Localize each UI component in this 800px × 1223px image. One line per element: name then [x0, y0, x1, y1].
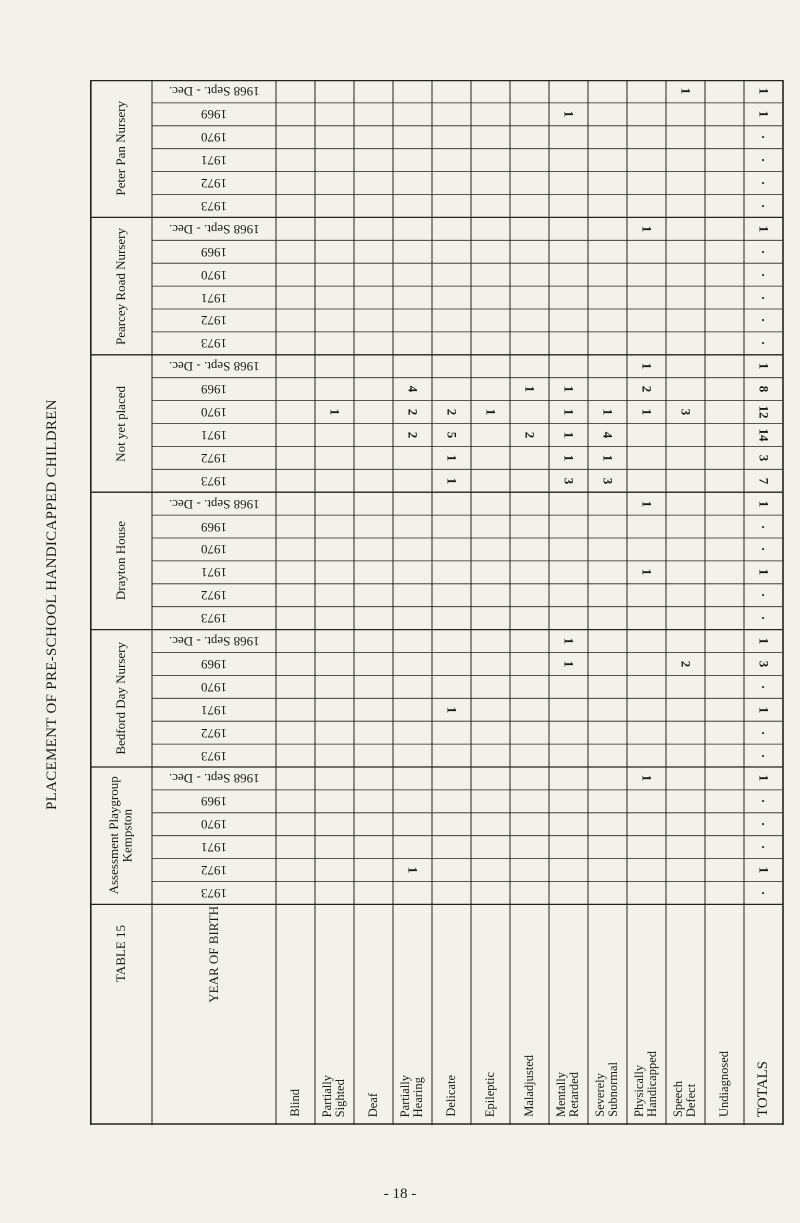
year-label: 1971	[201, 702, 227, 718]
table-cell	[744, 859, 783, 882]
group-header	[90, 767, 152, 904]
year-cell	[152, 263, 276, 286]
column-header	[432, 904, 471, 1125]
table-cell	[744, 538, 783, 561]
table-cell	[744, 767, 783, 790]
year-label: 1972	[201, 725, 227, 741]
year-cell	[152, 630, 276, 653]
cell-value: 1	[756, 362, 772, 370]
year-label: 1968 Sept. - Dec.	[168, 359, 260, 375]
table-cell	[744, 721, 783, 744]
column-header-text: Maladjusted	[521, 1055, 536, 1117]
cell-value: ·	[756, 180, 772, 186]
table-cell	[549, 446, 588, 469]
column-header-text: TOTALS	[754, 1060, 771, 1117]
table-cell	[432, 424, 471, 447]
table-cell	[744, 80, 783, 103]
year-label: 1969	[201, 382, 227, 398]
cell-value: ·	[756, 547, 772, 552]
year-label: 1972	[201, 863, 227, 879]
table-cell	[744, 836, 783, 859]
table-cell	[588, 469, 627, 492]
group-name: Bedford Day Nursery	[113, 641, 129, 755]
year-cell	[152, 217, 276, 240]
cell-value: 2	[639, 385, 655, 393]
year-cell	[152, 675, 276, 698]
cell-value: 8	[756, 385, 772, 393]
year-cell	[152, 309, 276, 332]
year-label: 1970	[201, 130, 227, 146]
table-cell	[627, 492, 666, 515]
table-cell	[588, 446, 627, 469]
group-name: Assessment Playgroup Kempston	[106, 776, 135, 895]
table-cell	[744, 149, 783, 172]
page-title: PLACEMENT OF PRE-SCHOOL HANDICAPPED CHILDREN	[44, 399, 60, 811]
cell-value: 1	[483, 408, 499, 416]
year-label: 1969	[201, 794, 227, 810]
cell-value: 1	[405, 866, 421, 874]
table-cell	[549, 469, 588, 492]
year-label: 1970	[201, 679, 227, 695]
group-name: Not yet placed	[113, 385, 129, 462]
year-cell	[152, 767, 276, 790]
cell-value: ·	[756, 203, 772, 209]
column-header	[471, 904, 510, 1125]
table-cell	[744, 882, 783, 905]
cell-value: ·	[756, 524, 772, 529]
group-header	[90, 355, 152, 492]
year-cell	[152, 424, 276, 447]
cell-value: 1	[561, 111, 577, 118]
cell-value: 1	[444, 454, 460, 462]
cell-value: 1	[639, 569, 655, 576]
cell-value: 1	[600, 408, 616, 416]
cell-value: 1	[756, 706, 772, 713]
table-cell	[627, 355, 666, 378]
cell-value: 1	[561, 454, 577, 462]
cell-value: 1	[444, 477, 460, 484]
table-cell	[744, 607, 783, 630]
cell-value: 1	[756, 111, 772, 118]
year-label: 1973	[201, 336, 227, 352]
year-cell	[152, 446, 276, 469]
table-cell	[666, 653, 705, 676]
year-cell	[152, 561, 276, 584]
year-cell	[152, 698, 276, 721]
year-label: 1968 Sept. - Dec.	[168, 634, 260, 650]
cell-value: ·	[756, 753, 772, 758]
cell-value: 3	[678, 408, 694, 416]
table-cell	[432, 446, 471, 469]
group-name: Drayton House	[113, 521, 129, 601]
column-header	[276, 904, 315, 1125]
year-cell	[152, 172, 276, 195]
year-cell	[152, 332, 276, 355]
year-of-birth-header	[152, 904, 276, 1003]
table-cell	[744, 698, 783, 721]
table-cell	[588, 401, 627, 424]
year-cell	[152, 286, 276, 309]
year-cell	[152, 859, 276, 882]
year-cell	[152, 240, 276, 263]
year-cell	[152, 653, 276, 676]
group-name: Peter Pan Nursery	[113, 101, 129, 196]
table-cell	[549, 103, 588, 126]
table-cell	[744, 744, 783, 767]
table-cell	[744, 469, 783, 492]
column-header	[705, 904, 744, 1125]
group-header	[90, 630, 152, 767]
year-label: 1970	[201, 405, 227, 421]
cell-value: 1	[639, 225, 655, 233]
year-cell	[152, 103, 276, 126]
year-label: 1969	[201, 519, 227, 535]
year-cell	[152, 813, 276, 836]
cell-value: 1	[522, 385, 538, 393]
column-header	[315, 904, 354, 1125]
table-cell	[744, 561, 783, 584]
cell-value: ·	[756, 822, 772, 827]
column-header-text: Partially Hearing	[398, 1074, 426, 1117]
cell-value: 1	[561, 385, 577, 393]
column-header-text: Physically Handicapped	[632, 1051, 660, 1117]
year-label: 1972	[201, 450, 227, 466]
cell-value: 2	[678, 660, 694, 668]
cell-value: 1	[756, 637, 772, 645]
table-cell	[432, 469, 471, 492]
cell-value: 5	[444, 431, 460, 439]
cell-value: 3	[756, 454, 772, 462]
table-cell	[744, 355, 783, 378]
year-cell	[152, 401, 276, 424]
year-label: 1970	[201, 267, 227, 283]
cell-value: 1	[561, 431, 577, 439]
table-cell	[510, 424, 549, 447]
cell-value: 1	[756, 225, 772, 233]
column-header	[627, 904, 666, 1125]
table-cell	[588, 424, 627, 447]
cell-value: ·	[756, 615, 772, 621]
year-cell	[152, 836, 276, 859]
table-cell	[744, 790, 783, 813]
year-cell	[152, 607, 276, 630]
year-cell	[152, 492, 276, 515]
table-cell	[744, 172, 783, 195]
year-cell	[152, 515, 276, 538]
column-header	[744, 904, 783, 1125]
cell-value: 1	[327, 408, 343, 416]
column-header-text: Undiagnosed	[716, 1051, 731, 1117]
year-label: 1973	[201, 611, 227, 627]
table-cell	[744, 286, 783, 309]
year-label: 1973	[201, 473, 227, 489]
cell-value: 12	[756, 405, 772, 419]
year-label: 1971	[201, 840, 227, 856]
cell-value: 2	[405, 408, 421, 416]
group-header	[90, 492, 152, 629]
table-cell	[744, 813, 783, 836]
table-cell	[627, 378, 666, 401]
column-header-text: Severely Subnormal	[593, 1062, 621, 1117]
year-label: 1968 Sept. - Dec.	[168, 771, 260, 787]
table-cell	[549, 653, 588, 676]
table-cell	[549, 630, 588, 653]
table-cell	[432, 401, 471, 424]
cell-value: 1	[756, 500, 772, 507]
column-header	[588, 904, 627, 1125]
year-label: 1968 Sept. - Dec.	[168, 221, 260, 237]
table-cell	[744, 630, 783, 653]
cell-value: 1	[600, 454, 616, 462]
year-label: 1969	[201, 244, 227, 260]
cell-value: 3	[561, 477, 577, 484]
cell-value: ·	[756, 135, 772, 140]
table-cell	[744, 126, 783, 149]
year-cell	[152, 195, 276, 218]
table-label	[90, 904, 152, 1003]
cell-value: ·	[756, 157, 772, 163]
cell-value: 4	[405, 385, 421, 393]
cell-value: ·	[756, 249, 772, 254]
cell-value: 1	[561, 637, 577, 645]
year-cell	[152, 882, 276, 905]
table-cell	[432, 698, 471, 721]
year-label: 1968 Sept. - Dec.	[168, 84, 260, 100]
column-header	[549, 904, 588, 1125]
column-header	[354, 904, 393, 1125]
column-header-text: Delicate	[443, 1075, 458, 1117]
column-header	[393, 904, 432, 1125]
table-cell	[744, 103, 783, 126]
table-cell	[744, 378, 783, 401]
cell-value: ·	[756, 318, 772, 323]
table-cell	[666, 80, 705, 103]
cell-value: 1	[678, 88, 694, 95]
table-cell	[744, 332, 783, 355]
cell-value: 1	[756, 866, 772, 874]
table-cell	[744, 424, 783, 447]
table-cell	[744, 515, 783, 538]
table-cell	[393, 378, 432, 401]
table-cell	[393, 424, 432, 447]
cell-value: 1	[756, 88, 772, 95]
table-cell	[549, 424, 588, 447]
cell-value: 2	[405, 431, 421, 439]
year-cell	[152, 538, 276, 561]
column-header-text: Partially Sighted	[320, 1074, 348, 1117]
table-cell	[744, 217, 783, 240]
cell-value: 7	[756, 477, 772, 484]
cell-value: 1	[756, 569, 772, 576]
cell-value: ·	[756, 295, 772, 300]
table-cell	[744, 492, 783, 515]
table-cell	[744, 401, 783, 424]
table-cell	[549, 401, 588, 424]
year-label: 1970	[201, 817, 227, 833]
table-cell	[549, 378, 588, 401]
table-cell	[744, 240, 783, 263]
cell-value: 3	[756, 660, 772, 668]
page-number: - 18 -	[383, 1186, 417, 1202]
cell-value: 1	[639, 362, 655, 370]
table-cell	[627, 217, 666, 240]
cell-value: 1	[639, 500, 655, 507]
table-cell	[510, 378, 549, 401]
placement-table	[90, 80, 790, 1125]
cell-value: ·	[756, 730, 772, 735]
table-cell	[744, 195, 783, 218]
year-cell	[152, 721, 276, 744]
year-of-birth-header-text: YEAR OF BIRTH	[206, 905, 222, 1003]
cell-value: 1	[639, 408, 655, 416]
column-header-text: Blind	[287, 1089, 302, 1117]
year-label: 1971	[201, 153, 227, 169]
year-cell	[152, 469, 276, 492]
cell-value: 2	[444, 408, 460, 416]
column-header	[666, 904, 705, 1125]
year-label: 1968 Sept. - Dec.	[168, 496, 260, 512]
year-cell	[152, 355, 276, 378]
column-header-text: Deaf	[365, 1092, 380, 1117]
table-cell	[393, 401, 432, 424]
table-cell	[744, 584, 783, 607]
table-cell	[627, 401, 666, 424]
cell-value: 1	[639, 775, 655, 782]
table-cell	[471, 401, 510, 424]
table-cell	[744, 263, 783, 286]
year-label: 1971	[201, 290, 227, 306]
year-label: 1969	[201, 107, 227, 123]
column-header	[510, 904, 549, 1125]
cell-value: 3	[600, 477, 616, 484]
year-cell	[152, 80, 276, 103]
cell-value: ·	[756, 799, 772, 804]
table-cell	[744, 309, 783, 332]
cell-value: 14	[756, 428, 772, 442]
cell-value: 4	[600, 431, 616, 439]
column-header-text: Mentally Retarded	[554, 1071, 582, 1117]
cell-value: ·	[756, 272, 772, 277]
group-header	[90, 217, 152, 354]
year-label: 1970	[201, 542, 227, 558]
year-label: 1969	[201, 656, 227, 672]
column-header-text: Speech Defect	[671, 1080, 699, 1117]
group-header	[90, 80, 152, 217]
year-cell	[152, 126, 276, 149]
year-cell	[152, 584, 276, 607]
cell-value: ·	[756, 593, 772, 598]
cell-value: 1	[756, 775, 772, 782]
cell-value: ·	[756, 684, 772, 689]
table-cell	[744, 446, 783, 469]
year-label: 1972	[201, 313, 227, 329]
cell-value: ·	[756, 844, 772, 850]
year-cell	[152, 378, 276, 401]
year-label: 1971	[201, 427, 227, 443]
year-cell	[152, 149, 276, 172]
column-header-text: Epileptic	[482, 1071, 497, 1117]
cell-value: 1	[561, 408, 577, 416]
year-label: 1973	[201, 885, 227, 901]
table-cell	[627, 561, 666, 584]
year-cell	[152, 790, 276, 813]
cell-value: ·	[756, 341, 772, 346]
table-cell	[627, 767, 666, 790]
cell-value: 1	[561, 660, 577, 668]
year-label: 1971	[201, 565, 227, 581]
year-label: 1973	[201, 748, 227, 764]
cell-value: 2	[522, 431, 538, 439]
year-label: 1972	[201, 176, 227, 192]
cell-value: 1	[444, 706, 460, 713]
table-cell	[393, 859, 432, 882]
year-label: 1973	[201, 198, 227, 214]
year-cell	[152, 744, 276, 767]
year-label: 1972	[201, 588, 227, 604]
table-label-text: TABLE 15	[113, 925, 129, 983]
table-cell	[666, 401, 705, 424]
group-name: Pearcey Road Nursery	[113, 227, 129, 345]
cell-value: ·	[756, 890, 772, 896]
table-cell	[744, 653, 783, 676]
table-cell	[315, 401, 354, 424]
table-cell	[744, 675, 783, 698]
